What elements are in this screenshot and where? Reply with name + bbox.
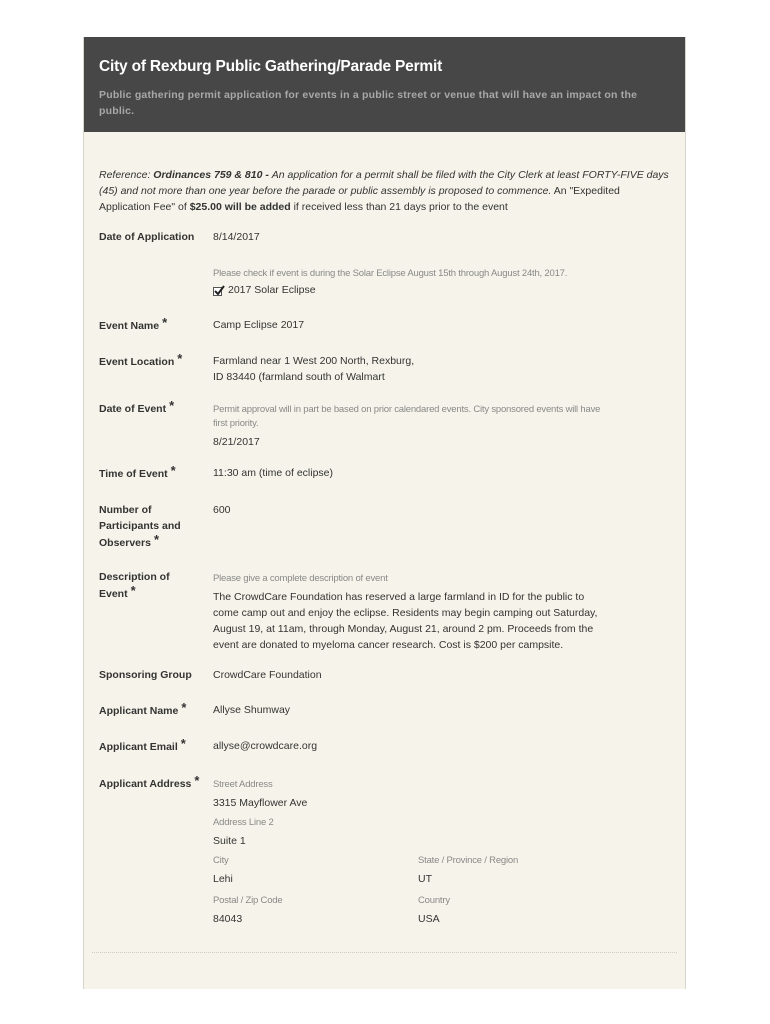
event-location-line2[interactable]: ID 83440 (farmland south of Walmart (213, 371, 385, 383)
country-value[interactable]: USA (418, 913, 440, 925)
description-label-line1: Description of (99, 571, 170, 583)
city-label: City (213, 855, 229, 866)
reference-label: Reference: (99, 169, 151, 181)
event-location-line1[interactable]: Farmland near 1 West 200 North, Rexburg, (213, 355, 415, 367)
eclipse-checkbox-label: 2017 Solar Eclipse (228, 284, 316, 296)
required-asterisk: * (170, 463, 176, 478)
participants-label-line3: Observers * (99, 532, 160, 549)
fee-tail-text: if received less than 21 days prior to the event (293, 201, 508, 213)
date-of-event-help-line2: first priority. (213, 418, 259, 429)
street-address-value[interactable]: 3315 Mayflower Ave (213, 797, 308, 809)
city-value[interactable]: Lehi (213, 873, 233, 885)
state-label: State / Province / Region (418, 855, 519, 866)
description-line4[interactable]: event are donated to myeloma cancer research. Cost is $200 per campsite. (213, 639, 564, 651)
eclipse-help: Please check if event is during the Solar Eclipse August 15th through August 24th, 2017. (213, 268, 568, 279)
participants-value[interactable]: 600 (213, 504, 231, 516)
required-asterisk: * (130, 583, 136, 598)
description-help: Please give a complete description of event (213, 573, 388, 584)
date-of-event-help-line1: Permit approval will in part be based on prior calendared events. City sponsored events will have (213, 404, 601, 415)
form-title: City of Rexburg Public Gathering/Parade Permit (99, 58, 443, 75)
participants-label-line1: Number of (99, 504, 152, 516)
expedited-text: An "Expedited Application Fee" of (99, 185, 620, 213)
required-asterisk: * (153, 532, 160, 547)
required-asterisk: * (177, 351, 183, 366)
applicant-email-value[interactable]: allyse@crowdcare.org (213, 740, 318, 752)
state-value[interactable]: UT (418, 873, 432, 885)
eclipse-checkbox[interactable] (213, 287, 222, 296)
event-location-label: Event Location * (99, 351, 183, 368)
date-of-event-label: Date of Event * (99, 398, 175, 415)
zip-label: Postal / Zip Code (213, 895, 283, 906)
sponsoring-group-label: Sponsoring Group (99, 669, 192, 681)
required-asterisk: * (194, 773, 200, 788)
applicant-name-value[interactable]: Allyse Shumway (213, 704, 291, 716)
event-name-value[interactable]: Camp Eclipse 2017 (213, 319, 305, 331)
required-asterisk: * (169, 398, 175, 413)
form-subtitle: Public gathering permit application for events in a public street or venue that will have an impact on the public. (99, 89, 638, 117)
form-header (84, 37, 685, 132)
time-of-event-label: Time of Event * (99, 463, 176, 480)
date-of-event-value[interactable]: 8/21/2017 (213, 436, 260, 448)
ordinances-text: Ordinances 759 & 810 - (153, 169, 269, 181)
reference-body: An application for a permit shall be filed with the City Clerk at least FORTY-FIVE days (45) and not more than one year before the parade or public assembly is proposed to commence. (99, 169, 669, 197)
description-line2[interactable]: come camp out and enjoy the eclipse. Residents may begin camping out Saturday, (213, 607, 598, 619)
address-line2-value[interactable]: Suite 1 (213, 835, 246, 847)
participants-label-line2: Participants and (99, 520, 181, 532)
zip-value[interactable]: 84043 (213, 913, 243, 925)
checkmark-icon (213, 285, 225, 297)
applicant-email-label: Applicant Email * (99, 736, 186, 753)
street-address-label: Street Address (213, 779, 273, 790)
applicant-name-label: Applicant Name * (99, 700, 187, 717)
reference-paragraph (99, 167, 669, 215)
event-name-label: Event Name * (99, 315, 168, 332)
date-of-application-value[interactable]: 8/14/2017 (213, 231, 260, 243)
date-of-application-label: Date of Application (99, 231, 195, 243)
sponsoring-group-value[interactable]: CrowdCare Foundation (213, 669, 322, 681)
description-label-line2: Event * (99, 583, 136, 600)
section-divider (92, 952, 677, 953)
description-line3[interactable]: August 19, at 11am, through Monday, August 21, around 2 pm. Proceeds from the (213, 623, 594, 635)
address-line2-label: Address Line 2 (213, 817, 274, 828)
time-of-event-value[interactable]: 11:30 am (time of eclipse) (213, 467, 334, 479)
required-asterisk: * (180, 736, 186, 751)
country-label: Country (418, 895, 450, 906)
required-asterisk: * (181, 700, 187, 715)
required-asterisk: * (162, 315, 168, 330)
permit-form (83, 37, 686, 989)
description-line1[interactable]: The CrowdCare Foundation has reserved a large farmland in ID for the public to (213, 591, 585, 603)
fee-text: $25.00 will be added (189, 201, 291, 213)
applicant-address-label: Applicant Address * (99, 773, 200, 790)
